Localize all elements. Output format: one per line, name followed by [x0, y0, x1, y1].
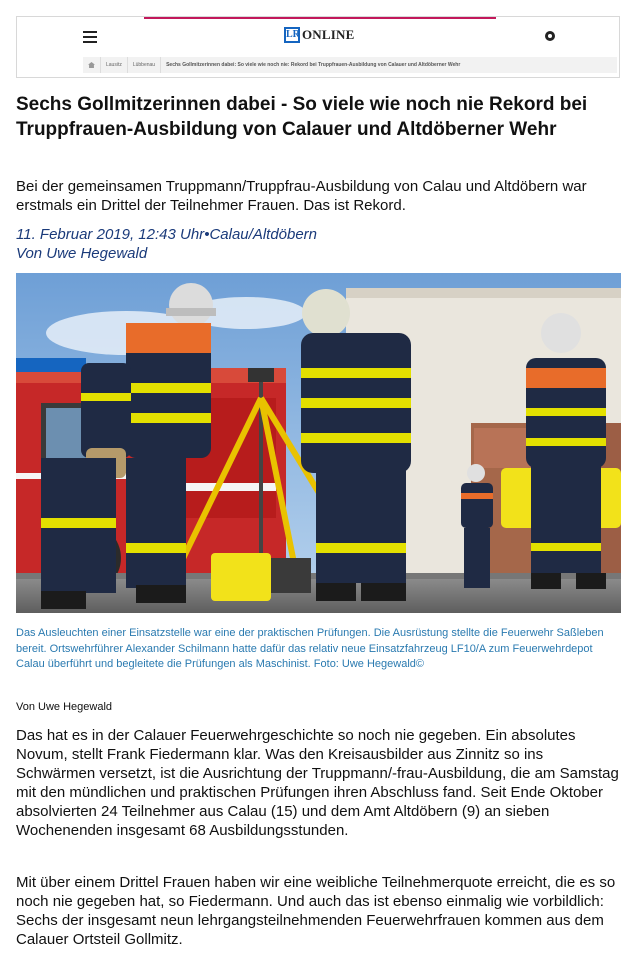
article-byline: Von Uwe Hegewald	[16, 701, 113, 713]
article-title: Sechs Gollmitzerinnen dabei - So viele wie noch nie Rekord bei Truppfrauen-Ausbildung von Calauer und Altdöberner Wehr	[16, 94, 588, 140]
logo-text: ONLINE	[302, 27, 355, 42]
photo-caption: Das Ausleuchten einer Einsatzstelle war eine der praktischen Prüfungen. Die Ausrüstung stellte die Feuerwehr Saßleben bereit. Ortswehrführer Alexander Schilmann hatte dafür das relativ neue Einsatzfahrzeug LF10/A zum Feuerwehrdepot Calau überführt und begleitete die Prüfungen als Maschinist. Foto: Uwe Hegewald©	[16, 627, 604, 670]
breadcrumb-item-luebbenau[interactable]: Lübbenau	[128, 57, 161, 73]
article-location: Calau/Altdöbern	[209, 226, 318, 243]
breadcrumb-home[interactable]	[83, 57, 101, 73]
article-photo	[16, 273, 621, 613]
breadcrumb-item-lausitz[interactable]: Lausitz	[101, 57, 128, 73]
article-paragraph: Mit über einem Drittel Frauen haben wir eine weibliche Teilnehmerquote erreicht, die es so noch nie gegeben hat, so Fiedermann. Und auch das ist ebenso einmalig wie vorbildlich: Sechs der insgesamt neun lehrgangsteilnehmenden Feuerwehrfrauen kommen aus dem Calauer Ortsteil Gollmitz.	[16, 874, 616, 948]
article-meta	[16, 225, 317, 263]
article-paragraph: Das hat es in der Calauer Feuerwehrgeschichte so noch nie gegeben. Ein absolutes Novum, stellt Frank Fiedermann klar. Was den Kreisausbilder aus Zinnitz so ins Schwärmen versetzt, ist die Ausrichtung der Truppmann/-frau-Ausbildung, die am Samstag mit den mündlichen und praktischen Prüfungen ihren Abschluss fand. Seit Ende Oktober absolvierten 24 Teilnehmer aus Calau (15) und dem Amt Altdöbern (9) an sieben Wochenenden insgesamt 68 Ausbildungsstunden.	[16, 727, 619, 839]
logo-mark: LR	[284, 27, 300, 43]
meta-separator: •	[204, 226, 210, 243]
hamburger-menu-icon[interactable]	[83, 31, 97, 43]
article-author: Von Uwe Hegewald	[16, 245, 148, 262]
home-icon	[88, 62, 95, 68]
user-icon[interactable]	[545, 31, 555, 41]
article-date: 11. Februar 2019, 12:43 Uhr	[16, 226, 205, 243]
site-header	[16, 16, 620, 78]
article-lead: Bei der gemeinsamen Truppmann/Truppfrau-Ausbildung von Calau und Altdöbern war erstmals ein Drittel der Teilnehmer Frauen. Das ist Rekord.	[16, 178, 587, 214]
accent-line	[144, 17, 496, 19]
breadcrumb	[83, 57, 617, 73]
site-logo[interactable]	[284, 27, 355, 43]
breadcrumb-current: Sechs Gollmitzerinnen dabei: So viele wie noch nie: Rekord bei Truppfrauen-Ausbildung von Calauer und Altdöberner Wehr	[166, 62, 461, 68]
firefighters-photo-illustration	[16, 273, 621, 613]
